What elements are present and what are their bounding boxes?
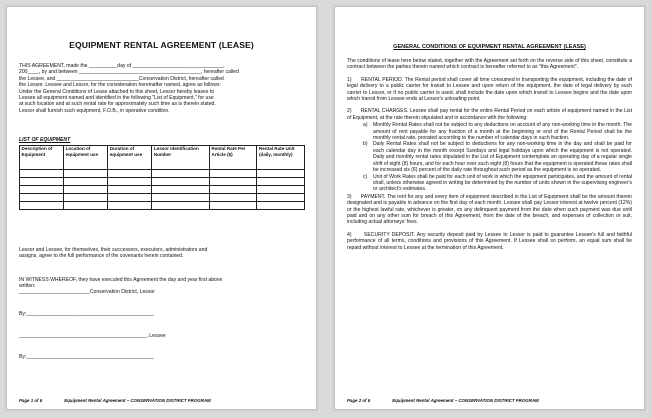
table-cell[interactable] xyxy=(20,178,64,186)
table-cell[interactable] xyxy=(257,202,305,210)
table-cell[interactable] xyxy=(20,202,64,210)
signature-by-lessee-line[interactable]: By:_____________________________________________ xyxy=(19,354,154,360)
footer-title: Equipment Rental Agreement – CONSERVATION DISTRICT PROGRAM xyxy=(64,398,211,403)
table-cell[interactable] xyxy=(20,170,64,178)
intro-line: at such location and at such rental rate for approximately such time as is therein stated. xyxy=(19,101,216,108)
table-cell[interactable] xyxy=(210,194,257,202)
page-number: Page 2 of 6 xyxy=(347,398,371,403)
table-cell[interactable] xyxy=(257,186,305,194)
section-rental-period: 1) RENTAL PERIOD. The Rental period shall cover all time consumed in transporting the equipment, including the date of legal delivery to a public carrier for transit to Lessee and upon return of the equipment, the date of legal delivery by such carrier to Lessor, or if no public carrier is used, shall include the date upon which transit to Lessee begins and the date upon which transit from Lessee ends at Lessor's unloading point. xyxy=(347,76,632,103)
section-security-deposit: 4) SECURITY DEPOSIT. Any security deposit paid by Lessee to Lessor is paid to guarantee Lessee's full and faithful performance of all terms, conditions and provisions of this Agreement. If Lessee shall so perform, an equal sum shall be repaid without interest to Lessee at the termination of this Agreement. xyxy=(347,231,632,251)
table-cell[interactable] xyxy=(108,202,152,210)
document-page-2 xyxy=(334,6,645,410)
table-cell[interactable] xyxy=(64,170,108,178)
table-cell[interactable] xyxy=(152,186,210,194)
table-cell[interactable] xyxy=(108,194,152,202)
table-cell[interactable] xyxy=(152,170,210,178)
section-rental-charges: 2) RENTAL CHARGES. Lessee shall pay rental for the entire Rental Period on each article of equipment named in the List of Equipment, at the rate therein stipulated and in accordance with the following: xyxy=(347,108,632,121)
intro-line: Under the General Conditions of Lease attached to this sheet, Lessor hereby leases to xyxy=(19,88,215,95)
subsection-a xyxy=(363,122,632,141)
agreement-title: EQUIPMENT RENTAL AGREEMENT (LEASE) xyxy=(69,40,254,50)
general-conditions-title: GENERAL CONDITIONS OF EQUIPMENT RENTAL AGREEMENT (LEASE) xyxy=(393,44,586,50)
covenants-line: Lessor and Lessee, for themselves, their successors, executors, administrators and xyxy=(19,247,208,253)
table-cell[interactable] xyxy=(152,178,210,186)
equipment-table xyxy=(19,145,305,210)
table-cell[interactable] xyxy=(64,194,108,202)
table-cell[interactable] xyxy=(64,186,108,194)
signature-lessee-line[interactable]: _____________________________________________, Lessee xyxy=(19,333,166,339)
table-cell[interactable] xyxy=(20,194,64,202)
intro-line: Lessor shall furnish such equipment, F.O.B., in operative condition. xyxy=(19,107,170,114)
table-header-row xyxy=(20,146,305,170)
witness-line: written: xyxy=(19,283,36,290)
table-cell[interactable] xyxy=(257,178,305,186)
signature-district-line[interactable]: _________________________Conservation District, Lessor xyxy=(19,289,155,295)
table-cell[interactable] xyxy=(210,178,257,186)
subsection-b xyxy=(363,141,632,173)
table-cell[interactable] xyxy=(257,194,305,202)
subsection-label: c) xyxy=(363,173,368,180)
subsection-text: Unit of Work Rates shall be paid for each unit of work in which the equipment participates, and the amount of rental shall, unless otherwise agreed in writing be determined by the number of units shown in the supervising engineer's or architect's estimates. xyxy=(373,173,632,193)
intro-line: the Lessee, and _____________________________Conservation District, hereafter called xyxy=(19,75,224,82)
table-row xyxy=(20,186,305,194)
witness-paragraph xyxy=(19,277,304,290)
conditions-intro: The conditions of lease here below stated, together with the Agreement set forth on the reverse side of this sheet, constitute a contract between the parties therein named which contract is hereafter referred to as "this Agreement". xyxy=(347,58,632,71)
covenants-line: assigns, agree to the full performance of the covenants herein contained. xyxy=(19,253,184,260)
page-number: Page 1 of 6 xyxy=(19,398,43,403)
list-of-equipment-heading: LIST OF EQUIPMENT xyxy=(19,137,71,143)
section-payment: 3) PAYMENT. The rent for any and every item of equipment described in the List of Equipment shall be the amount therein designated and is payable in advance on the first day of each month. Lessee shall pay Lessor interest at twelve percent (12%) or the highest lawful rate, whichever is greater, on any delinquent payment from the date when such payment was due until paid and on any other sum for breach of this Agreement, from the date of the breach, and expenses of collection or suit, including actual attorneys' fees. xyxy=(347,193,632,226)
witness-line: IN WITNESS WHEREOF, they have executed this Agreement the day and year first above xyxy=(19,277,223,283)
table-cell[interactable] xyxy=(257,170,305,178)
table-cell[interactable] xyxy=(210,202,257,210)
col-location: Location of equipment use xyxy=(64,146,108,170)
table-cell[interactable] xyxy=(108,186,152,194)
table-cell[interactable] xyxy=(20,186,64,194)
table-cell[interactable] xyxy=(152,202,210,210)
table-cell[interactable] xyxy=(108,178,152,186)
subsection-label: a) xyxy=(363,122,368,129)
col-rate-unit: Rental Rate Unit (daily, monthly) xyxy=(257,146,305,170)
col-identification: Lessor Identification Number xyxy=(152,146,210,170)
table-cell[interactable] xyxy=(64,202,108,210)
footer-title: Equipment Rental Agreement – CONSERVATION DISTRICT PROGRAM xyxy=(392,398,539,403)
table-row xyxy=(20,178,305,186)
col-duration: Duration of equipment use xyxy=(108,146,152,170)
page-footer xyxy=(347,398,539,403)
table-cell[interactable] xyxy=(152,194,210,202)
intro-line: 200____, by and between ___________________________________________, hereafter called xyxy=(19,69,239,76)
subsection-text: Daily Rental Rates shall not be subject to deductions for any non-working time in the day and shall be paid for each calendar day in the month except Sundays and legal holidays upon which the equipment is not operated. Daily and monthly rental rates stipulated in the List of Equipment contemplate an operating day of a regular single shift of eight (8) hours, and for each hour over such eight (8) hours that the equipment is operated these rates shall be increased six (6) percent of the daily rate throughout such period as the equipment is so operated. xyxy=(373,141,632,174)
table-row xyxy=(20,194,305,202)
table-cell[interactable] xyxy=(64,178,108,186)
signature-by-lessor-line[interactable]: By:_____________________________________________ xyxy=(19,311,154,317)
col-rate-per-article: Rental Rate Per Article ($) xyxy=(210,146,257,170)
table-cell[interactable] xyxy=(210,186,257,194)
conditions-body xyxy=(347,58,632,257)
page-footer xyxy=(19,398,211,403)
col-description: Description of Equipment xyxy=(20,146,64,170)
intro-line: Lessee all equipment named and identified in the following "List of Equipment," for use xyxy=(19,95,214,102)
document-page-1 xyxy=(6,6,317,410)
table-cell[interactable] xyxy=(108,170,152,178)
subsection-text: Monthly Rental Rates shall not be subject to any deductions on account of any non-working time in the month. The amount of rent payable for any fraction of a month at the beginning or end of the Rental Period shall be the monthly rental rate, prorated according to the number of calendar days in such fraction. xyxy=(373,122,632,142)
intro-line: the Lessor. Lessee and Lessor, for the consideration hereinafter named, agree as follows: xyxy=(19,82,221,89)
subsection-label: b) xyxy=(363,141,368,148)
covenants-paragraph xyxy=(19,247,304,260)
intro-paragraph xyxy=(19,63,304,114)
subsection-c xyxy=(363,174,632,193)
table-cell[interactable] xyxy=(210,170,257,178)
table-row xyxy=(20,170,305,178)
table-row xyxy=(20,202,305,210)
intro-line: THIS AGREEMENT, made the __________day of ________________________________, xyxy=(19,63,225,69)
